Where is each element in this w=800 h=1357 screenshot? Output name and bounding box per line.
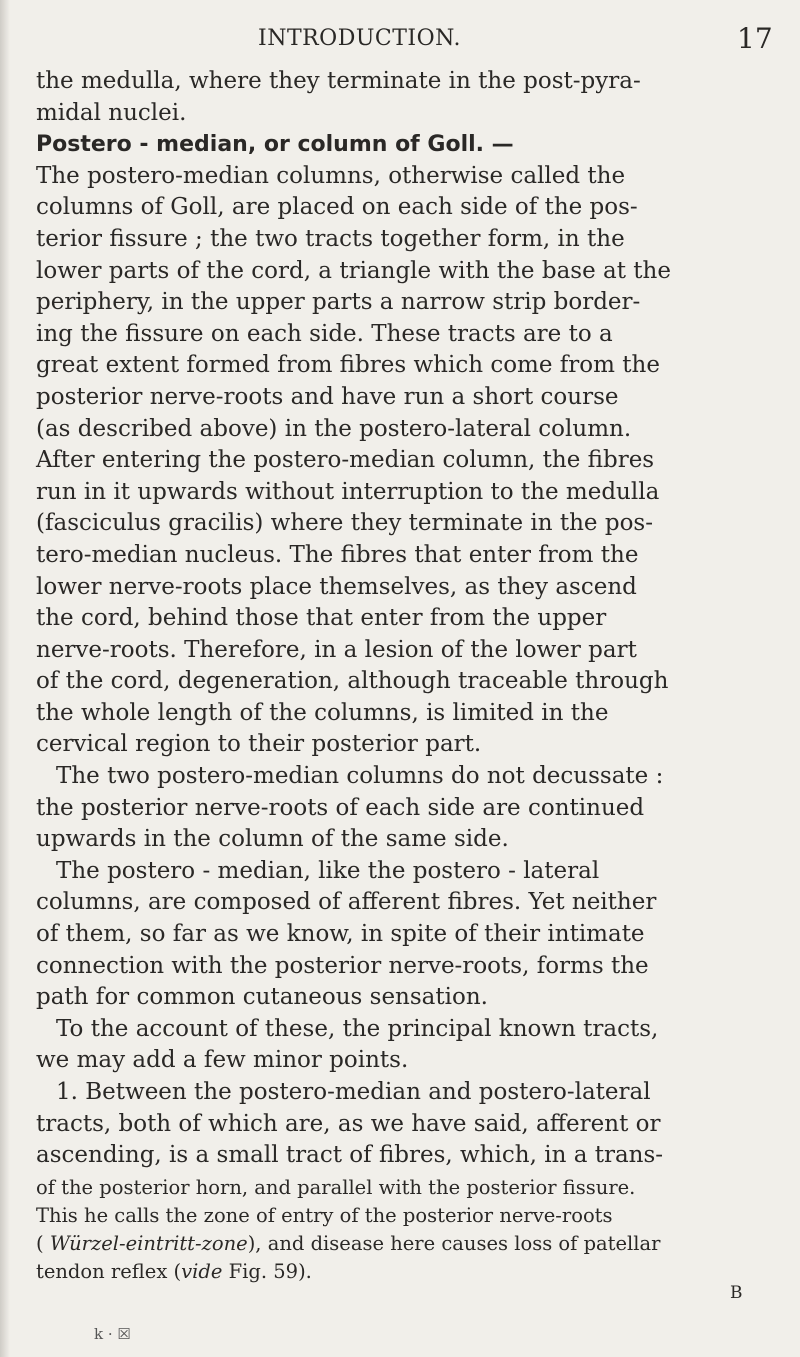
footnote-text: Fig. 59). [222, 1260, 312, 1283]
text-line: columns, are composed of afferent fibres. Yet neither [36, 889, 657, 916]
running-header [0, 20, 800, 60]
text-line: we may add a few minor points. [36, 1047, 409, 1074]
text-line: lower nerve-roots place themselves, as they ascend [36, 573, 637, 600]
text-line: run in it upwards without interruption to the medulla [36, 478, 660, 505]
text-line: (as described above) in the postero-lateral column. [36, 415, 632, 442]
text-line: posterior nerve-roots and have run a short course [36, 383, 619, 410]
text-line: of the cord, degeneration, although traceable through [36, 668, 669, 695]
page-number: 17 [737, 22, 773, 55]
text-line: (fasciculus gracilis) where they terminate in the pos- [36, 510, 653, 537]
text-line: ing the fissure on each side. These tracts are to a [36, 320, 613, 347]
text-line: midal nuclei. [36, 99, 187, 126]
section-heading: Postero - median, or column of Goll. — [36, 132, 514, 158]
text-line: the medulla, where they terminate in the post-pyra- [36, 68, 641, 94]
text-line: tero-median nucleus. The fibres that enter from the [36, 541, 639, 568]
text-line: The two postero-median columns do not decussate : [56, 763, 664, 790]
footnote-line: of the posterior horn, and parallel with the posterior fissure. [36, 1176, 636, 1199]
footnote-text: tendon reflex ( [36, 1260, 182, 1283]
footnote-line: This he calls the zone of entry of the posterior nerve-roots [36, 1204, 613, 1227]
body-text [36, 66, 778, 1172]
footnote-text: ), and disease here causes loss of patellar [247, 1232, 661, 1255]
text-line: To the account of these, the principal known tracts, [56, 1015, 659, 1042]
bottom-mark: k · ☒ [94, 1325, 131, 1343]
footnote-line [36, 1258, 778, 1286]
footnote [36, 1174, 778, 1286]
text-line: of them, so far as we know, in spite of their intimate [36, 921, 645, 948]
text-line: path for common cutaneous sensation. [36, 984, 488, 1011]
text-line: After entering the postero-median column, the fibres [36, 447, 655, 474]
footnote-term: Würzel-eintritt-zone [49, 1232, 248, 1255]
footnote-text: ( [36, 1232, 50, 1255]
text-line: The postero-median columns, otherwise called the [36, 162, 626, 189]
text-line: nerve-roots. Therefore, in a lesion of the lower part [36, 636, 637, 663]
text-line: tracts, both of which are, as we have said, afferent or [36, 1110, 661, 1137]
text-line: lower parts of the cord, a triangle with the base at the [36, 257, 671, 284]
page-edge-shadow [0, 0, 10, 1357]
text-line: cervical region to their posterior part. [36, 731, 482, 758]
text-line: columns of Goll, are placed on each side of the pos- [36, 194, 638, 221]
text-line: the cord, behind those that enter from the upper [36, 605, 607, 632]
text-line: the whole length of the columns, is limited in the [36, 699, 609, 726]
text-line: great extent formed from fibres which come from the [36, 352, 660, 379]
running-title: INTRODUCTION. [258, 26, 461, 51]
text-line: ascending, is a small tract of fibres, which, in a trans- [36, 1142, 664, 1169]
text-line: The postero - median, like the postero - lateral [56, 857, 600, 884]
text-line: connection with the posterior nerve-roots, forms the [36, 952, 649, 979]
text-line: terior fissure ; the two tracts together form, in the [36, 225, 625, 252]
text-line: periphery, in the upper parts a narrow strip border- [36, 289, 641, 316]
text-line: 1. Between the postero-median and postero-lateral [56, 1079, 651, 1105]
signature-mark: B [730, 1283, 743, 1303]
footnote-vide: vide [181, 1260, 223, 1283]
text-line: the posterior nerve-roots of each side are continued [36, 794, 645, 821]
footnote-line [36, 1230, 778, 1258]
text-line: upwards in the column of the same side. [36, 826, 509, 853]
